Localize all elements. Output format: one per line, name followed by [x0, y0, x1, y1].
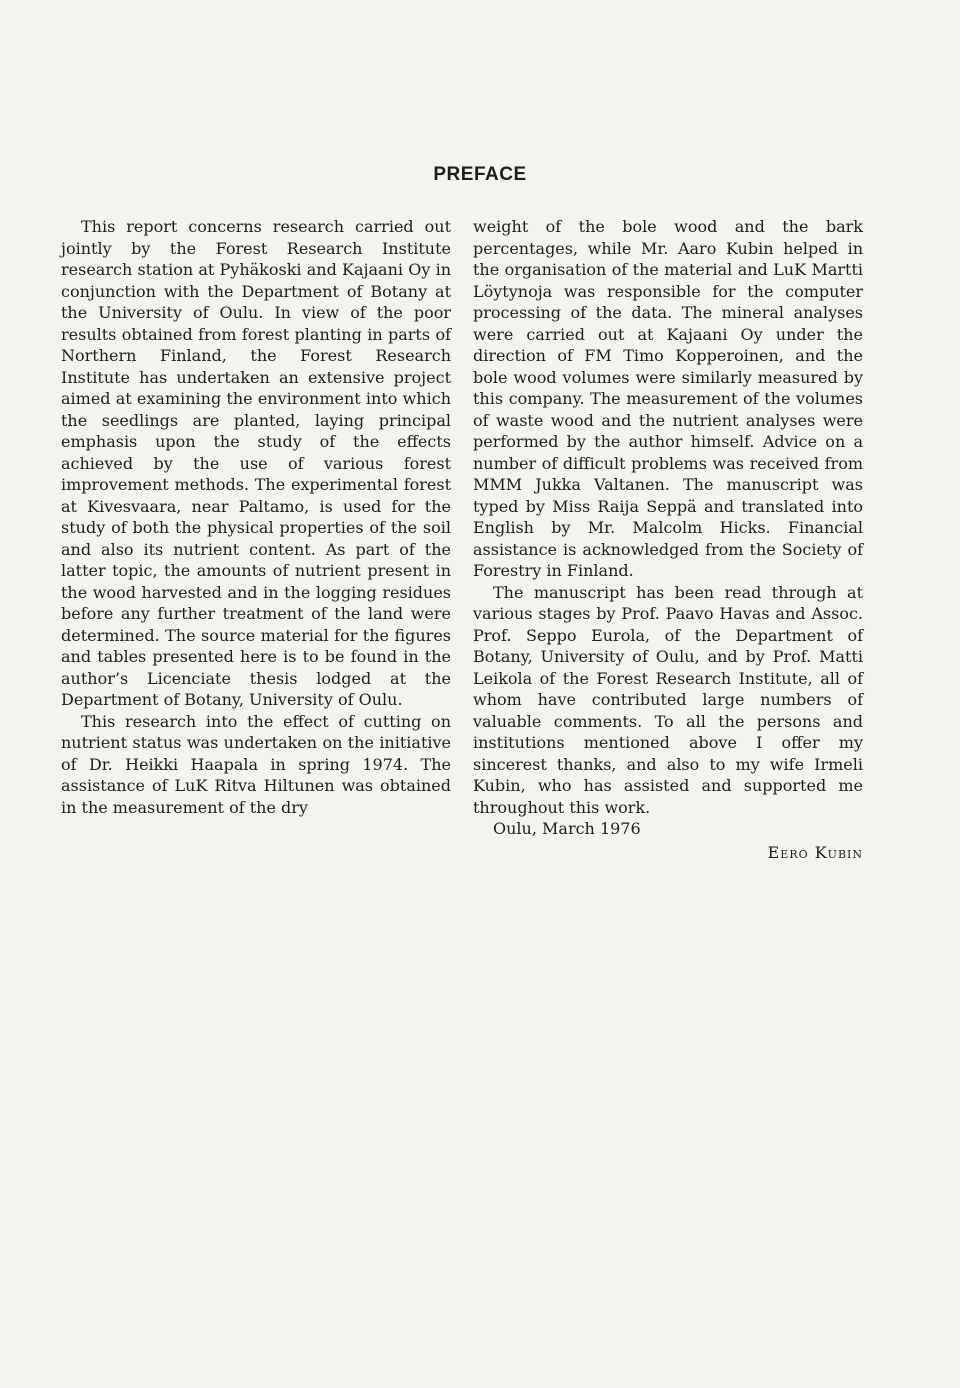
- right-column: [473, 216, 863, 863]
- paragraph-introduction: This report concerns research carried out jointly by the Forest Research Institute research station at Pyhäkoski and Kajaani Oy in conjunction with the Department of Botany at the University of Oulu. In view of the poor results obtained from forest planting in parts of Northern Finland, the Forest Research Institute has undertaken an extensive project aimed at examining the environment into which the seedlings are planted, laying principal emphasis upon the study of the effects achieved by the use of various forest improvement methods. The experimental forest at Kivesvaara, near Paltamo, is used for the study of both the physical properties of the soil and also its nutrient content. As part of the latter topic, the amounts of nutrient present in the wood harvested and in the logging residues before any further treatment of the land were determined. The source material for the figures and tables presented here is to be found in the author’s Licenciate thesis lodged at the Department of Botany, University of Oulu.: [61, 217, 451, 709]
- left-column: [61, 216, 451, 818]
- paragraph-research-initiative: This research into the effect of cutting on nutrient status was undertaken on the initiative of Dr. Heikki Haapala in spring 1974. The assistance of LuK Ritva Hiltunen was obtained in the measurement of the dry: [61, 711, 451, 817]
- page-title: PREFACE: [433, 164, 527, 185]
- dateline: Oulu, March 1976: [493, 819, 641, 838]
- paragraph-acknowledgements-continued: weight of the bole wood and the bark percentages, while Mr. Aaro Kubin helped in the organisation of the material and LuK Martti Löytynoja was responsible for the computer processing of the data. The mineral analyses were carried out at Kajaani Oy under the direction of FM Timo Kopperoinen, and the bole wood volumes were similarly measured by this company. The measurement of the volumes of waste wood and the nutrient analyses were performed by the author himself. Advice on a number of difficult problems was received from MMM Jukka Valtanen. The manuscript was typed by Miss Raija Seppä and translated into English by Mr. Malcolm Hicks. Financial assistance is acknowledged from the Society of Forestry in Finland.: [473, 217, 863, 580]
- author-signature: Eero Kubin: [767, 842, 863, 862]
- paragraph-reviewers-thanks: The manuscript has been read through at various stages by Prof. Paavo Havas and Assoc. Prof. Seppo Eurola, of the Department of Botany, University of Oulu, and by Prof. Matti Leikola of the Forest Research Institute, all of whom have contributed large numbers of valuable comments. To all the persons and institutions mentioned above I offer my sincerest thanks, and also to my wife Irmeli Kubin, who has assisted and supported me throughout this work.: [473, 582, 863, 817]
